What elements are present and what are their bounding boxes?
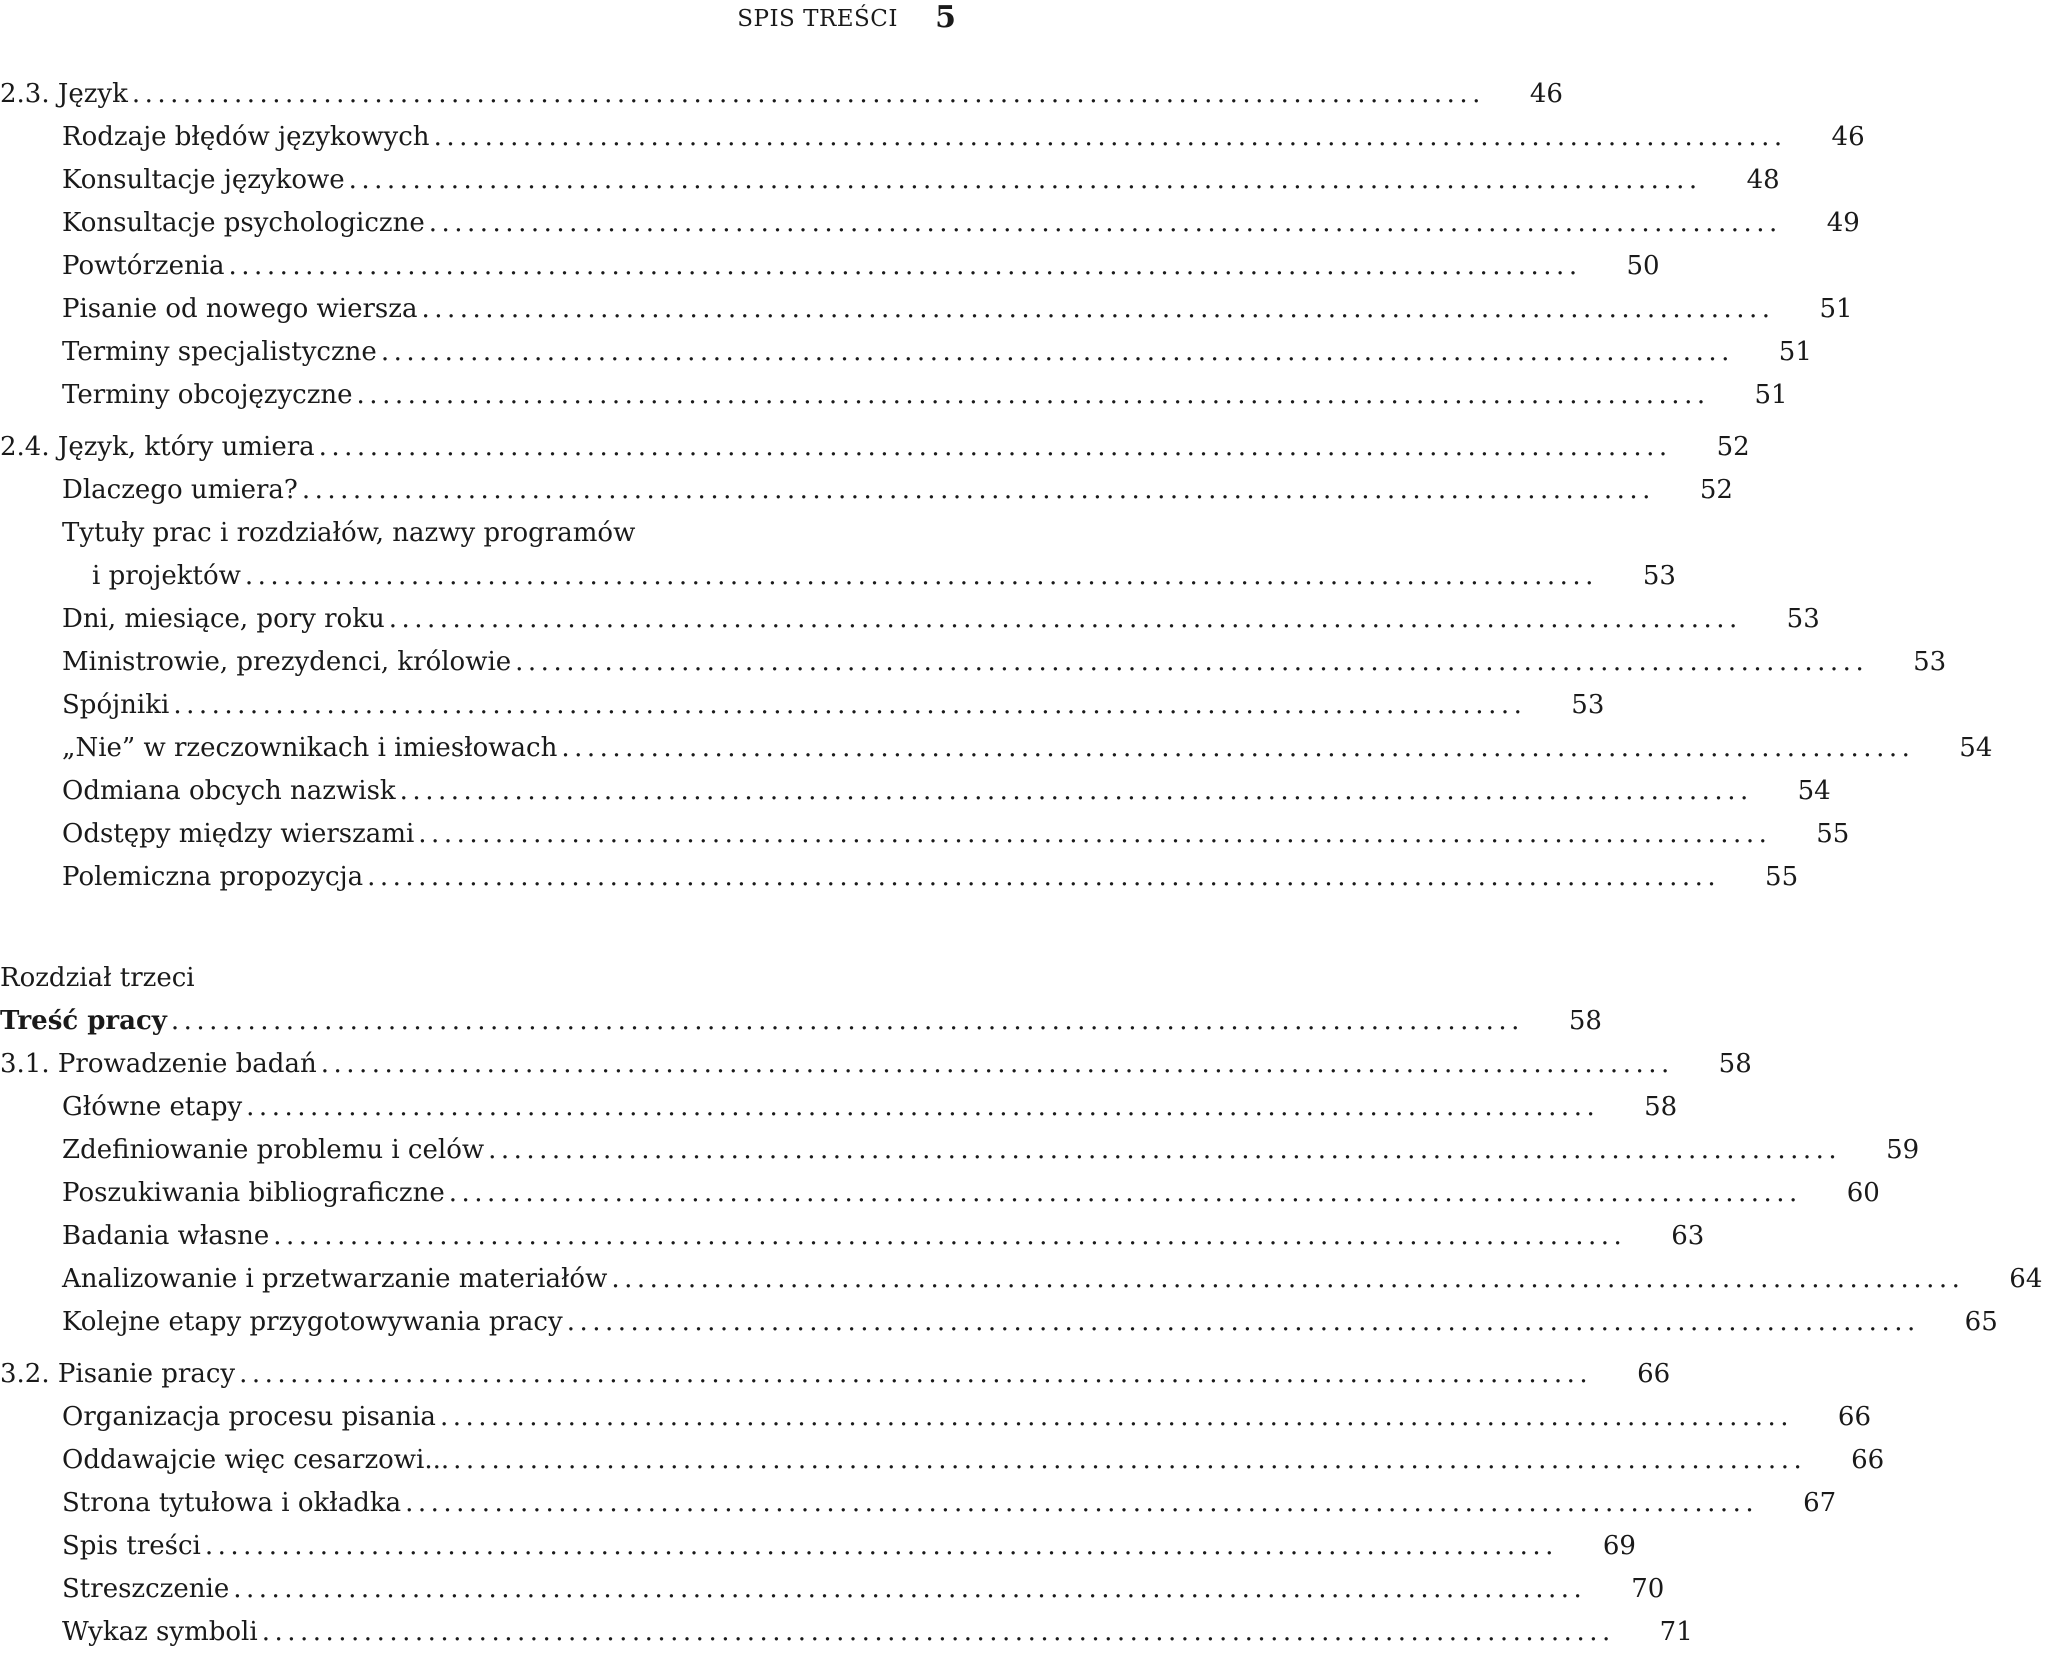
toc-entry-page: 52 [1716, 431, 1750, 462]
toc-leader-dots: .......................................................................................................... [418, 818, 1772, 849]
running-head-title: SPIS TREŚCI [737, 6, 898, 32]
toc-leader-dots: .......................................................................................................... [244, 560, 1598, 591]
toc-section-entry[interactable] [0, 1352, 1671, 1395]
toc-leader-dots: .......................................................................................................... [611, 1263, 1965, 1294]
toc-leader-dots: .......................................................................................................... [453, 1444, 1807, 1475]
toc-entry-title: Organizacja procesu pisania [62, 1401, 436, 1432]
toc-block-chapter-2 [0, 72, 1993, 898]
toc-entry-page: 54 [1959, 732, 1993, 763]
toc-entry-title: Spis treści [62, 1530, 201, 1561]
toc-entry-page: 66 [1851, 1444, 1885, 1475]
toc-entry-title [0, 1049, 317, 1079]
toc-chapter-entry[interactable] [0, 999, 1602, 1042]
toc-leader-dots: .......................................................................................................... [367, 861, 1721, 892]
toc-leader-dots: .......................................................................................................... [566, 1306, 1920, 1337]
toc-entry-title [0, 432, 315, 462]
toc-leader-dots: .......................................................................................................... [131, 78, 1485, 109]
toc-entry-page: 46 [1831, 121, 1865, 152]
toc-leader-dots: .......................................................................................................... [348, 164, 1702, 195]
toc-entry-title: Strona tytułowa i okładka [62, 1487, 402, 1518]
toc-entry[interactable] [0, 1214, 1705, 1257]
toc-entry-page: 67 [1803, 1487, 1837, 1518]
toc-entry-page: 53 [1571, 689, 1605, 720]
toc-leader-dots: .......................................................................................................... [380, 336, 1734, 367]
toc-leader-dots: .......................................................................................................... [320, 1048, 1674, 1079]
toc-entry-title: Treść pracy [0, 1005, 167, 1036]
toc-entry[interactable] [0, 1300, 1998, 1343]
toc-leader-dots: .......................................................................................................... [388, 603, 1742, 634]
toc-leader-dots: .......................................................................................................... [233, 1573, 1587, 1604]
toc-entry[interactable] [0, 1171, 1880, 1214]
toc-entry[interactable] [0, 1128, 1920, 1171]
toc-entry-page: 64 [2009, 1263, 2043, 1294]
toc-entry-page: 52 [1699, 474, 1733, 505]
toc-entry[interactable] [0, 597, 1820, 640]
toc-section-entry[interactable] [0, 1042, 1752, 1085]
toc-entry-title: Odstępy między wierszami [62, 818, 415, 849]
toc-entry-title [0, 1359, 235, 1389]
toc-entry[interactable] [0, 373, 1788, 416]
toc-section-number: 2.4. [0, 431, 50, 462]
toc-section-title: Prowadzenie badań [57, 1048, 317, 1079]
toc-entry-title: „Nie” w rzeczownikach i imiesłowach [62, 732, 558, 763]
toc-leader-dots: .......................................................................................................... [318, 431, 1672, 462]
toc-entry[interactable] [0, 468, 1733, 511]
toc-entry-page: 49 [1826, 207, 1860, 238]
toc-entry-page: 58 [1644, 1091, 1678, 1122]
toc-entry[interactable] [0, 511, 960, 554]
toc-entry-title: Główne etapy [62, 1091, 243, 1122]
toc-entry-title: Polemiczna propozycja [62, 861, 364, 892]
toc-entry-page: 48 [1746, 164, 1780, 195]
toc-entry-title: Streszczenie [62, 1573, 230, 1604]
toc-entry-title: Kolejne etapy przygotowywania pracy [62, 1306, 563, 1337]
running-header [0, 0, 960, 70]
toc-entry-title: Poszukiwania bibliograficzne [62, 1177, 445, 1208]
toc-entry-page: 71 [1659, 1616, 1693, 1647]
toc-section-title: Pisanie pracy [57, 1358, 236, 1389]
toc-entry-page: 66 [1637, 1358, 1671, 1389]
toc-leader-dots: .......................................................................................................... [421, 293, 1775, 324]
toc-entry-page: 53 [1786, 603, 1820, 634]
toc-entry-page: 58 [1568, 1005, 1602, 1036]
toc-entry[interactable] [0, 115, 1865, 158]
toc-entry-page: 58 [1718, 1048, 1752, 1079]
toc-entry-title: Zdefiniowanie problemu i celów [62, 1134, 485, 1165]
toc-entry-page: 54 [1797, 775, 1831, 806]
toc-entry-page: 60 [1846, 1177, 1880, 1208]
toc-entry-page: 69 [1602, 1530, 1636, 1561]
toc-entry[interactable] [0, 244, 1660, 287]
toc-leader-dots: .......................................................................................................... [170, 1005, 1524, 1036]
toc-entry-page: 66 [1837, 1401, 1871, 1432]
toc-section-entry[interactable] [0, 425, 1750, 468]
chapter-label: Rozdział trzeci [0, 962, 195, 993]
toc-entry-title: Rodzaje błędów językowych [62, 121, 430, 152]
toc-entry-title: Powtórzenia [62, 250, 225, 281]
toc-leader-dots: .......................................................................................................... [488, 1134, 1842, 1165]
toc-entry-title: Konsultacje językowe [62, 164, 345, 195]
toc-entry[interactable] [0, 1438, 1885, 1481]
toc-entry-title: Konsultacje psychologiczne [62, 207, 425, 238]
toc-entry-title: Spójniki [62, 689, 170, 720]
toc-entry[interactable] [0, 683, 1605, 726]
toc-section-title: Język, który umiera [57, 431, 315, 462]
toc-entry[interactable] [0, 287, 1853, 330]
toc-leader-dots: .......................................................................................................... [356, 379, 1710, 410]
toc-entry[interactable] [0, 201, 1860, 244]
toc-entry-page: 65 [1964, 1306, 1998, 1337]
toc-entry[interactable] [0, 1567, 1665, 1610]
toc-leader-dots: .......................................................................................................... [405, 1487, 1759, 1518]
toc-leader-dots: .......................................................................................................... [261, 1616, 1615, 1647]
toc-entry-page: 46 [1529, 78, 1563, 109]
toc-section-title: Język [57, 78, 128, 109]
toc-entry-page: 70 [1631, 1573, 1665, 1604]
toc-entry-page: 51 [1754, 379, 1788, 410]
toc-entry-page: 53 [1642, 560, 1676, 591]
toc-entry[interactable] [0, 812, 1850, 855]
toc-entry[interactable] [0, 158, 1780, 201]
toc-section-number: 2.3. [0, 78, 50, 109]
toc-leader-dots: .......................................................................................................... [428, 207, 1782, 238]
toc-entry-title: Dlaczego umiera? [62, 474, 298, 505]
toc-entry[interactable] [0, 769, 1831, 812]
page-number: 5 [935, 0, 956, 35]
toc-entry-title: i projektów [92, 560, 241, 591]
toc-section-entry[interactable] [0, 72, 1563, 115]
toc-leader-dots: .......................................................................................................... [399, 775, 1753, 806]
toc-leader-dots: .......................................................................................................... [246, 1091, 1600, 1122]
toc-entry-title: Wykaz symboli [62, 1616, 258, 1647]
toc-entry[interactable] [0, 640, 1947, 683]
toc-entry-title: Odmiana obcych nazwisk [62, 775, 396, 806]
toc-entry-title: Badania własne [62, 1220, 270, 1251]
toc-entry-page: 55 [1765, 861, 1799, 892]
toc-entry[interactable] [0, 1085, 1678, 1128]
toc-entry-title: Terminy specjalistyczne [62, 336, 377, 367]
toc-leader-dots: .......................................................................................................... [273, 1220, 1627, 1251]
toc-leader-dots: .......................................................................................................... [439, 1401, 1793, 1432]
toc-entry[interactable] [0, 726, 1993, 769]
toc-entry[interactable] [0, 855, 1799, 898]
toc-entry-page: 51 [1778, 336, 1812, 367]
toc-section-number: 3.1. [0, 1048, 50, 1079]
toc-leader-dots: .......................................................................................................... [301, 474, 1655, 505]
toc-entry-title: Tytuły prac i rozdziałów, nazwy programów [62, 517, 636, 548]
toc-entry-title: Dni, miesiące, pory roku [62, 603, 385, 634]
toc-entry[interactable] [0, 1395, 1871, 1438]
toc-entry[interactable] [0, 1481, 1837, 1524]
toc-entry-page: 59 [1886, 1134, 1920, 1165]
toc-leader-dots: .......................................................................................................... [561, 732, 1915, 763]
toc-leader-dots: .......................................................................................................... [239, 1358, 1593, 1389]
toc-entry-page: 51 [1819, 293, 1853, 324]
toc-entry-title [0, 79, 128, 109]
toc-entry[interactable] [0, 1257, 2043, 1300]
toc-leader-dots: .......................................................................................................... [448, 1177, 1802, 1208]
toc-leader-dots: .......................................................................................................... [228, 250, 1582, 281]
toc-section-number: 3.2. [0, 1358, 50, 1389]
toc-leader-dots: .......................................................................................................... [515, 646, 1869, 677]
toc-entry-title: Ministrowie, prezydenci, królowie [62, 646, 512, 677]
toc-entry[interactable] [0, 330, 1812, 373]
toc-leader-dots: .......................................................................................................... [433, 121, 1787, 152]
toc-entry-page: 55 [1816, 818, 1850, 849]
table-of-contents [0, 72, 2043, 1653]
toc-entry-title: Analizowanie i przetwarzanie materiałów [62, 1263, 608, 1294]
toc-entry-page: 53 [1913, 646, 1947, 677]
toc-entry[interactable] [0, 1610, 1693, 1653]
toc-entry-page: 63 [1671, 1220, 1705, 1251]
toc-entry-title: Oddawajcie więc cesarzowi... [62, 1444, 450, 1475]
toc-leader-dots: .......................................................................................................... [173, 689, 1527, 720]
toc-entry-title: Terminy obcojęzyczne [62, 379, 353, 410]
toc-entry-title: Pisanie od nowego wiersza [62, 293, 418, 324]
toc-block-chapter-3 [0, 1042, 2043, 1653]
toc-entry[interactable] [0, 554, 1676, 597]
toc-leader-dots: .......................................................................................................... [204, 1530, 1558, 1561]
toc-entry[interactable] [0, 1524, 1636, 1567]
toc-entry-page: 50 [1626, 250, 1660, 281]
